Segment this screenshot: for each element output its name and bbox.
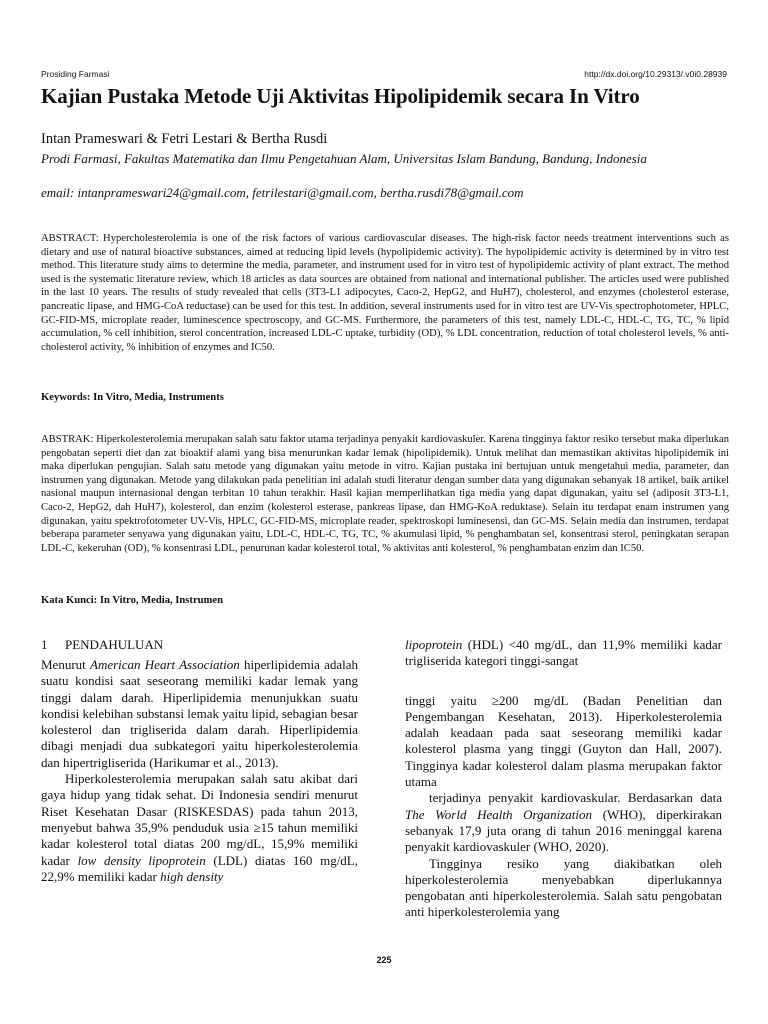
section-title: PENDAHULUAN: [65, 637, 164, 652]
intro-paragraph-2-cont: lipoprotein (HDL) <40 mg/dL, dan 11,9% memiliki kadar trigliserida kategori tinggi-sangat: [405, 637, 722, 669]
keywords-english: Keywords: In Vitro, Media, Instruments: [41, 392, 224, 403]
page-number: 225: [376, 955, 392, 965]
section-heading: [41, 637, 163, 653]
abstract-english: ABSTRACT: Hypercholesterolemia is one of the risk factors of various cardiovascular diseases. The high-risk factor needs treatment interventions such as dietary and use of natural bioactive substances, aimed at reducing lipid levels (hypolipidemic activity). The hypolipidemic activity is determined by in vitro test method. This literature study aims to determine the media, parameter, and instrument used for in vitro test of hypolipidemic activity of plant extract. The method used is the systematic literature review, which 18 articles as data sources are obtained from national and international publisher. The articles used were published in the last 10 years. The results of study revealed that cells (3T3-L1 adipocytes, Caco-2, HepG2, and HuH7), cholesterol, and enzymes (cholesterol esterase, pancreatic lipase, and HMG-CoA reductase) can be used for this test. In addition, several instruments used for in vitro test are UV-Vis spectrophotometer, HPLC, GC-FID-MS, microplate reader, luminescence spectroscopy, and GC-MS. Furthermore, the parameters of this test, namely LDL-C, HDL-C, TG, TC, % lipid accumulation, % cell inhibition, sterol concentration, increased LDL-C uptake, turbidity (OD), % LDL concentration, reduction of total cholesterol levels, % anti-cholesterol activity, % inhibition of enzymes and IC50.: [41, 233, 729, 353]
left-column: [41, 657, 358, 885]
journal-name: Prosiding Farmasi: [41, 69, 110, 79]
keywords-indonesian: Kata Kunci: In Vitro, Media, Instrumen: [41, 595, 223, 606]
section-number: 1: [41, 637, 48, 652]
author-emails: email: intanprameswari24@gmail.com, fetrilestari@gmail.com, bertha.rusdi78@gmail.com: [41, 185, 524, 200]
author-list: Intan Prameswari & Fetri Lestari & Bertha Rusdi: [41, 131, 328, 147]
affiliation: Prodi Farmasi, Fakultas Matematika dan Ilmu Pengetahuan Alam, Universitas Islam Bandung, Bandung, Indonesia: [41, 151, 647, 166]
doi-link[interactable]: http://dx.doi.org/10.29313/.v0i0.28939: [584, 69, 727, 79]
intro-paragraph-1: Menurut American Heart Association hiperlipidemia adalah suatu kondisi saat seseorang memiliki kadar lemak yang tinggi dalam darah. Hiperlipidemia menunjukkan suatu kondisi kelebihan substansi lemak yaitu lipid, sebagian besar kolesterol dan trigliserida dalam darah. Hiperlipidemia dibagi menjadi dua subkategori yaitu hiperkolesterolemia dan hipertrigliserida (Harikumar et al., 2013).: [41, 657, 358, 770]
intro-paragraph-2-cont-b: tinggi yaitu ≥200 mg/dL (Badan Penelitian dan Pengembangan Kesehatan, 2013). Hiperkolesterolemia adalah keadaan pada saat seseorang memiliki kadar kolesterol plasma yang tinggi (Guyton dan Hall, 2007). Tingginya kadar kolesterol dalam plasma merupakan faktor utama: [405, 692, 722, 790]
abstract-indonesian: ABSTRAK: Hiperkolesterolemia merupakan salah satu faktor utama terjadinya penyakit kardiovaskuler. Karena tingginya faktor resiko tersebut maka diperlukan pengobatan seperti diet dan zat bioaktif alami yang bisa menurunkan kadar lemak (hipolipidemik). Untuk melihat dan memastikan aktivitas hipolipidemik ini maka diperlukan pengujian. Salah satu metode yang digunakan yaitu metode in vitro. Kajian pustaka ini bertujuan untuk mengetahui media, parameter, dan instrumen yang digunakan. Metode yang dilakukan pada penelitian ini adalah studi literatur dengan sumber data yang digunakan sebanyak 18 artikel, baik artikel nasional maupun internasional dengan terbitan 10 tahun terakhir. Hasil kajian memperlihatkan tiga media yang dapat digunakan, yaitu sel (adiposit 3T3-L1, Caco-2, HepG2, dah HuH7), kolesterol, dan enzim (kolesterol esterase, pankreas lipase, dan HMG-KoA reduktase). Selain itu terdapat enam instrumen yang digunakan, yaitu spektrofotometer UV-Vis, HPLC, GC-FID-MS, microplate reader, spektroskopi luminesensi, dan GC-MS. Selain media dan instrumen, terdapat beberapa parameter senyawa yang digunakan yaitu, LDL-C, HDL-C, TG, TC, % akumulasi lipid, % penghambatan sel, konsentrasi sterol, peningkatan serapan LDL-C, kekeruhan (OD), % konsentrasi LDL, penurunan kadar kolesterol total, % aktivitas anti kolesterol, % penghambatan enzim dan IC50.: [41, 434, 729, 554]
intro-paragraph-3: terjadinya penyakit kardiovaskular. Berdasarkan data The World Health Organization (WHO), diperkirakan sebanyak 17,9 juta orang di tahun 2016 meninggal karena penyakit kardiovaskuler (WHO, 2020).: [405, 790, 722, 855]
intro-paragraph-4: Tingginya resiko yang diakibatkan oleh hiperkolesterolemia menyebabkan diperlukannya pengobatan anti hiperkolesterolemia. Salah satu pengobatan anti hiperkolesterolemia yang: [405, 855, 722, 920]
intro-paragraph-2: Hiperkolesterolemia merupakan salah satu akibat dari gaya hidup yang tidak sehat. Di Indonesia sendiri menurut Riset Kesehatan Dasar (RISKESDAS) pada tahun 2013, menyebut bahwa 35,9% penduduk usia ≥15 tahun memiliki kadar kolesterol total diatas 200 mg/dL, 15,9% memiliki kadar low density lipoprotein (LDL) diatas 160 mg/dL, 22,9% memiliki kadar high density: [41, 771, 358, 884]
right-column: [405, 637, 722, 921]
paper-title: Kajian Pustaka Metode Uji Aktivitas Hipolipidemik secara In Vitro: [41, 84, 640, 108]
